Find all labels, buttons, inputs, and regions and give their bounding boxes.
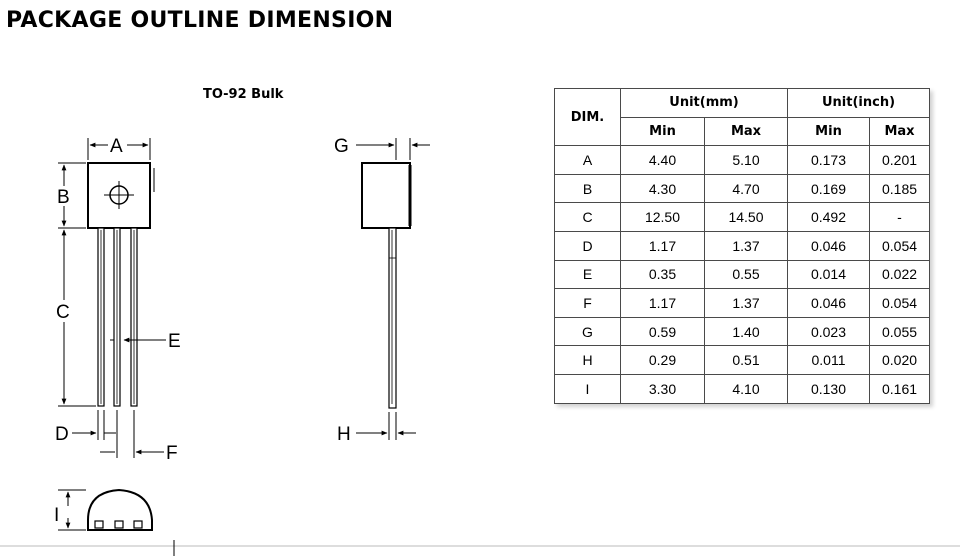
dim-cell: C [555, 203, 621, 232]
table-row [555, 374, 930, 403]
side-view [356, 138, 430, 440]
inch-min-cell: 0.130 [788, 374, 870, 403]
table-row [555, 146, 930, 175]
table-header-row [555, 89, 930, 118]
column-header-dim: DIM. [555, 89, 621, 146]
dim-cell: D [555, 231, 621, 260]
inch-max-cell: 0.022 [870, 260, 930, 289]
table-row [555, 317, 930, 346]
dim-cell: A [555, 146, 621, 175]
inch-max-cell: 0.054 [870, 231, 930, 260]
table-row [555, 260, 930, 289]
inch-max-cell: - [870, 203, 930, 232]
mm-min-cell: 0.29 [621, 346, 705, 375]
dim-cell: G [555, 317, 621, 346]
mm-min-cell: 12.50 [621, 203, 705, 232]
inch-min-cell: 0.014 [788, 260, 870, 289]
inch-max-cell: 0.201 [870, 146, 930, 175]
dim-label-D: D [55, 424, 69, 445]
inch-min-cell: 0.046 [788, 231, 870, 260]
mm-max-cell: 1.37 [705, 289, 788, 318]
bottom-view [0, 490, 960, 556]
inch-min-cell: 0.173 [788, 146, 870, 175]
column-header-mm-min: Min [621, 117, 705, 146]
page-title: PACKAGE OUTLINE DIMENSION [6, 8, 394, 33]
inch-max-cell: 0.161 [870, 374, 930, 403]
dim-label-B: B [57, 187, 70, 208]
dim-cell: E [555, 260, 621, 289]
dim-label-A: A [110, 136, 123, 157]
inch-min-cell: 0.046 [788, 289, 870, 318]
mm-min-cell: 4.30 [621, 174, 705, 203]
dim-label-I: I [54, 505, 60, 526]
mm-min-cell: 3.30 [621, 374, 705, 403]
dim-label-E: E [168, 331, 181, 352]
inch-min-cell: 0.011 [788, 346, 870, 375]
mm-min-cell: 0.59 [621, 317, 705, 346]
front-view [58, 138, 166, 458]
column-group-inch: Unit(inch) [788, 89, 930, 118]
table-row [555, 346, 930, 375]
dim-label-G: G [334, 136, 349, 157]
column-header-inch-max: Max [870, 117, 930, 146]
dim-label-H: H [337, 424, 351, 445]
inch-min-cell: 0.492 [788, 203, 870, 232]
table-row [555, 203, 930, 232]
table-row [555, 231, 930, 260]
dim-cell: B [555, 174, 621, 203]
table-body [555, 146, 930, 403]
column-group-mm: Unit(mm) [621, 89, 788, 118]
table-row [555, 289, 930, 318]
dim-cell: H [555, 346, 621, 375]
column-header-inch-min: Min [788, 117, 870, 146]
mm-max-cell: 4.70 [705, 174, 788, 203]
mm-min-cell: 0.35 [621, 260, 705, 289]
mm-max-cell: 1.37 [705, 231, 788, 260]
dim-cell: I [555, 374, 621, 403]
mm-max-cell: 0.51 [705, 346, 788, 375]
mm-min-cell: 1.17 [621, 289, 705, 318]
mm-max-cell: 1.40 [705, 317, 788, 346]
inch-min-cell: 0.023 [788, 317, 870, 346]
dim-cell: F [555, 289, 621, 318]
column-header-mm-max: Max [705, 117, 788, 146]
package-label: TO-92 Bulk [203, 87, 284, 102]
dim-label-F: F [166, 443, 178, 464]
table-row [555, 174, 930, 203]
mm-max-cell: 14.50 [705, 203, 788, 232]
side-body [362, 163, 410, 228]
mm-min-cell: 1.17 [621, 231, 705, 260]
dimension-table [554, 88, 930, 404]
inch-min-cell: 0.169 [788, 174, 870, 203]
inch-max-cell: 0.055 [870, 317, 930, 346]
leads [98, 228, 137, 406]
mm-max-cell: 0.55 [705, 260, 788, 289]
mm-max-cell: 5.10 [705, 146, 788, 175]
dim-label-C: C [56, 302, 70, 323]
inch-max-cell: 0.054 [870, 289, 930, 318]
inch-max-cell: 0.020 [870, 346, 930, 375]
inch-max-cell: 0.185 [870, 174, 930, 203]
side-lead [389, 228, 396, 408]
mm-max-cell: 4.10 [705, 374, 788, 403]
mm-min-cell: 4.40 [621, 146, 705, 175]
